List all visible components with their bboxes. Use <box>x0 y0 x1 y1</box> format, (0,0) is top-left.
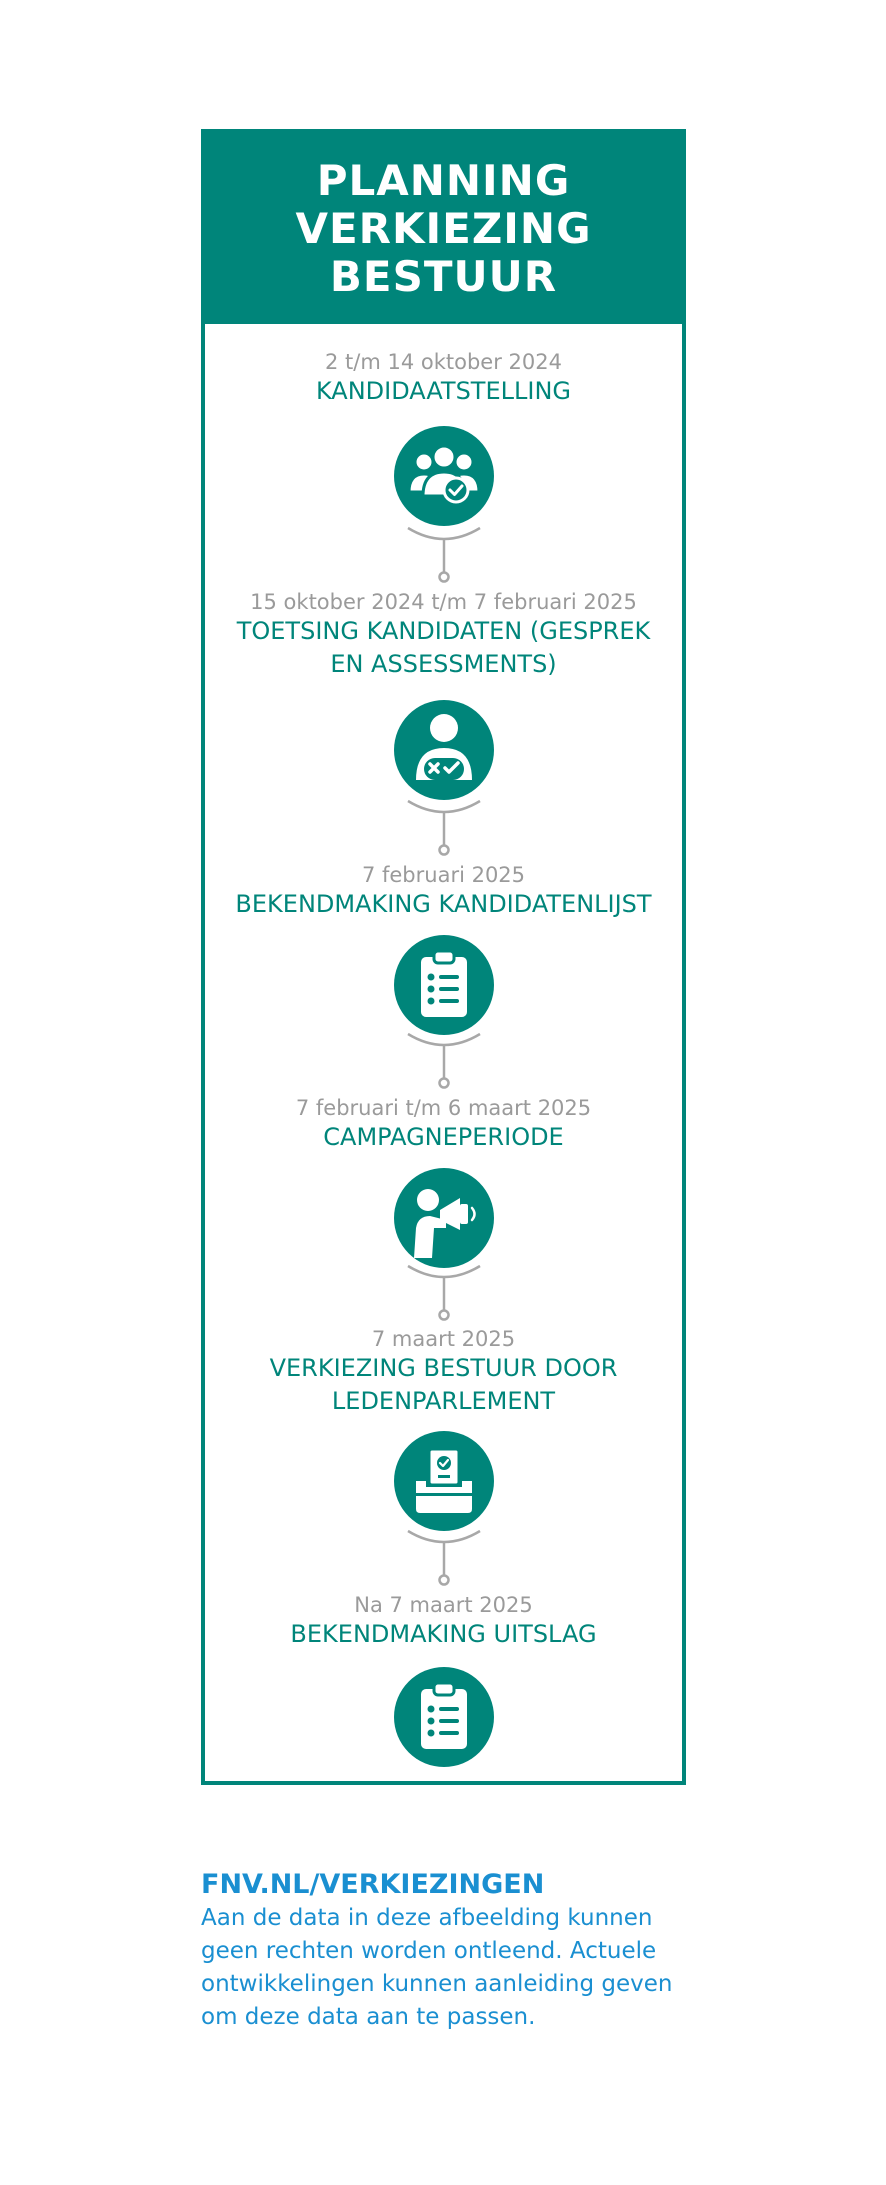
card-header <box>205 133 682 324</box>
step-title: BEKENDMAKING UITSLAG <box>290 1620 597 1648</box>
step-title: KANDIDAATSTELLING <box>315 377 572 405</box>
timeline-step-2 <box>205 589 682 681</box>
step-title: TOETSING KANDIDATEN (GESPREK EN ASSESSMENTS) <box>236 617 651 678</box>
title-line-1: PLANNING <box>316 155 571 205</box>
step-date: 7 februari t/m 6 maart 2025 <box>295 1096 592 1120</box>
timeline-step-4 <box>205 1095 682 1154</box>
timeline-step-3 <box>205 862 682 921</box>
step-date: Na 7 maart 2025 <box>354 1593 533 1617</box>
card-title <box>295 157 591 301</box>
step-date: 7 februari 2025 <box>361 863 526 887</box>
title-line-3: BESTUUR <box>329 251 558 301</box>
timeline-step-5 <box>205 1326 682 1418</box>
connector-4 <box>404 1262 484 1322</box>
megaphone-person-icon <box>394 1168 494 1268</box>
step-date: 7 maart 2025 <box>371 1327 516 1351</box>
step-date: 15 oktober 2024 t/m 7 februari 2025 <box>250 590 637 614</box>
timeline-step-6 <box>205 1592 682 1651</box>
step-title: CAMPAGNEPERIODE <box>323 1123 564 1151</box>
website-link[interactable]: FNV.NL/VERKIEZINGEN <box>201 1869 545 1900</box>
planning-card <box>201 129 686 1785</box>
step-title: BEKENDMAKING KANDIDATENLIJST <box>235 890 652 918</box>
group-check-icon <box>394 426 494 526</box>
person-check-cross-icon <box>394 700 494 800</box>
footer <box>201 1868 721 2034</box>
disclaimer-text: Aan de data in deze afbeelding kunnen geen rechten worden ontleend. Actuele ontwikkelingen kunnen aanleiding geven om deze data aan te passen. <box>201 1905 673 2030</box>
clipboard-list-icon <box>394 935 494 1035</box>
connector-3 <box>404 1030 484 1090</box>
step-date: 2 t/m 14 oktober 2024 <box>325 350 562 374</box>
connector-1 <box>404 524 484 584</box>
ballot-box-icon <box>394 1431 494 1531</box>
connector-2 <box>404 797 484 857</box>
timeline-step-1 <box>205 349 682 408</box>
step-title: VERKIEZING BESTUUR DOOR LEDENPARLEMENT <box>269 1354 618 1415</box>
clipboard-list-icon <box>394 1667 494 1767</box>
title-line-2: VERKIEZING <box>295 203 592 253</box>
connector-5 <box>404 1527 484 1587</box>
